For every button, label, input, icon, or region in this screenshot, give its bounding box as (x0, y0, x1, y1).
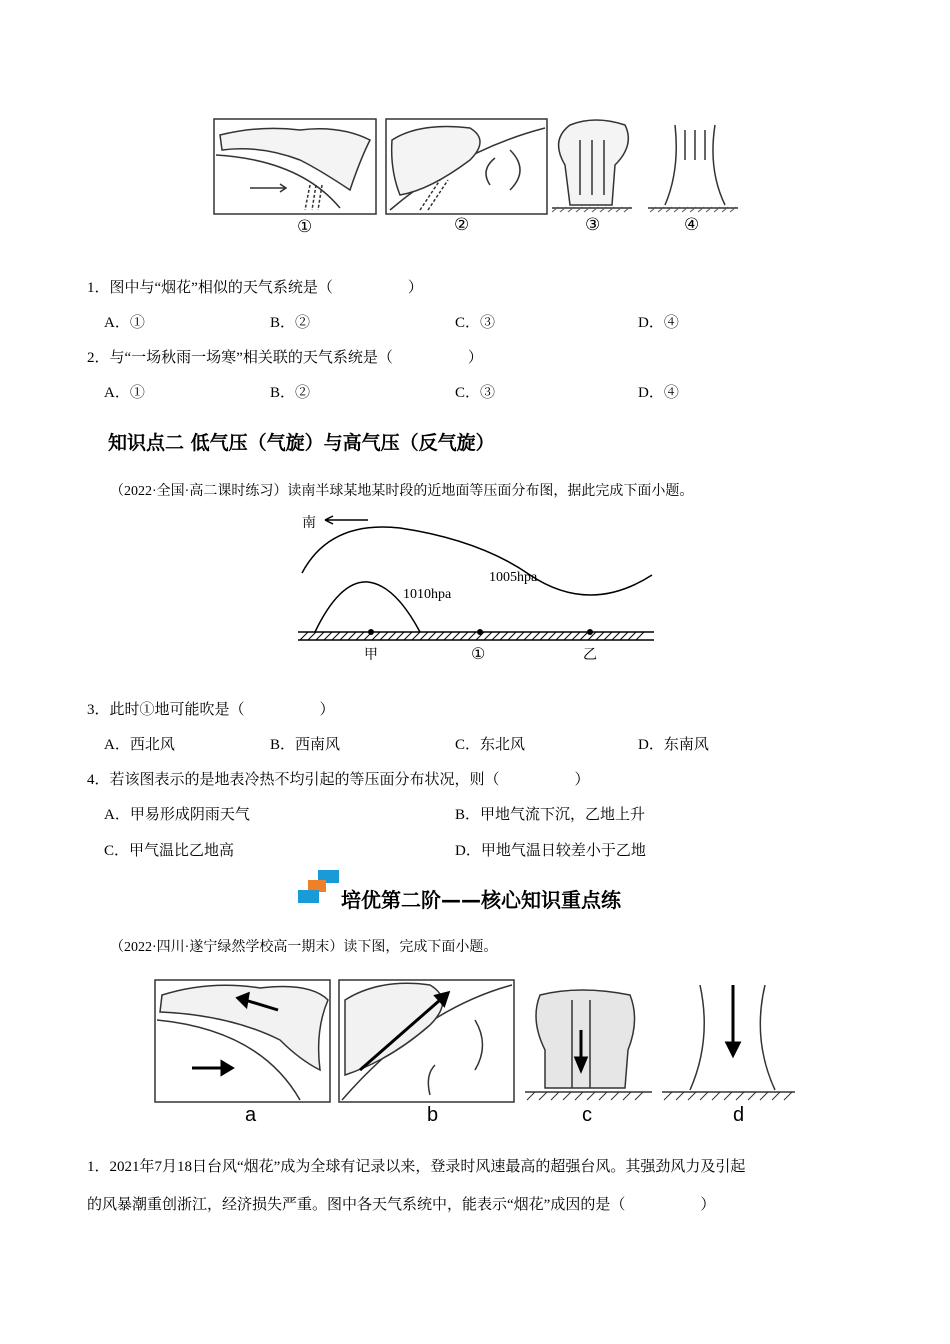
section-2-intro: （2022·全国·高二课时练习）读南半球某地某时段的近地面等压面分布图，据此完成下面小题。 (110, 484, 694, 499)
figure-label: b (427, 1104, 439, 1126)
question-5-line-2: 的风暴潮重创浙江，经济损失严重。图中各天气系统中，能表示“烟花”成因的是（ ） (87, 1197, 716, 1213)
q3-option-a[interactable]: A．西北风 (104, 737, 175, 753)
figure-label: ④ (684, 215, 700, 234)
q3-option-b[interactable]: B．西南风 (270, 737, 341, 753)
q4-option-c[interactable]: C．甲气温比乙地高 (104, 843, 235, 859)
figure-label: d (733, 1104, 745, 1126)
question-3-stem: 3．此时①地可能吹是（ ） (87, 702, 335, 718)
q3-option-c[interactable]: C．东北风 (455, 737, 526, 753)
isobar-label-1010: 1010hpa (403, 587, 452, 602)
question-5-line-1: 1．2021年7月18日台风“烟花”成为全球有记录以来，登录时风速最高的超强台风。其强劲风力及引起 (87, 1159, 746, 1175)
direction-label-south: 南 (302, 516, 316, 531)
point-label-1: ① (471, 646, 486, 663)
question-4-stem: 4．若该图表示的是地表冷热不均引起的等压面分布状况，则（ ） (87, 772, 590, 788)
q1-option-d[interactable]: D．④ (638, 315, 679, 331)
section-heading-2: 知识点二 低气压（气旋）与高气压（反气旋） (108, 432, 495, 454)
q1-option-a[interactable]: A．① (104, 315, 145, 331)
figure-label: ③ (585, 215, 601, 234)
q2-option-d[interactable]: D．④ (638, 385, 679, 401)
isobar-label-1005: 1005hpa (489, 570, 538, 585)
q4-option-d[interactable]: D．甲地气温日较差小于乙地 (455, 843, 646, 859)
section-heading-3: 培优第二阶——核心知识重点练 (341, 888, 621, 912)
point-label-jia: 甲 (364, 648, 378, 663)
q1-option-b[interactable]: B．② (270, 315, 311, 331)
q4-option-a[interactable]: A．甲易形成阴雨天气 (104, 807, 250, 823)
figure-label: ① (297, 217, 313, 236)
q2-option-c[interactable]: C．③ (455, 385, 496, 401)
q2-option-b[interactable]: B．② (270, 385, 311, 401)
q3-option-d[interactable]: D．东南风 (638, 737, 709, 753)
question-2-stem: 2．与“一场秋雨一场寒”相关联的天气系统是（ ） (87, 350, 483, 366)
section-3-intro: （2022·四川·遂宁绿然学校高一期末）读下图，完成下面小题。 (110, 940, 498, 955)
figure-label: c (582, 1104, 592, 1126)
q2-option-a[interactable]: A．① (104, 385, 145, 401)
question-1-stem: 1．图中与“烟花”相似的天气系统是（ ） (87, 280, 423, 296)
q1-option-c[interactable]: C．③ (455, 315, 496, 331)
q4-option-b[interactable]: B．甲地气流下沉，乙地上升 (455, 807, 646, 823)
point-label-yi: 乙 (583, 648, 597, 663)
figure-label: ② (454, 215, 470, 234)
figure-label: a (245, 1104, 257, 1126)
